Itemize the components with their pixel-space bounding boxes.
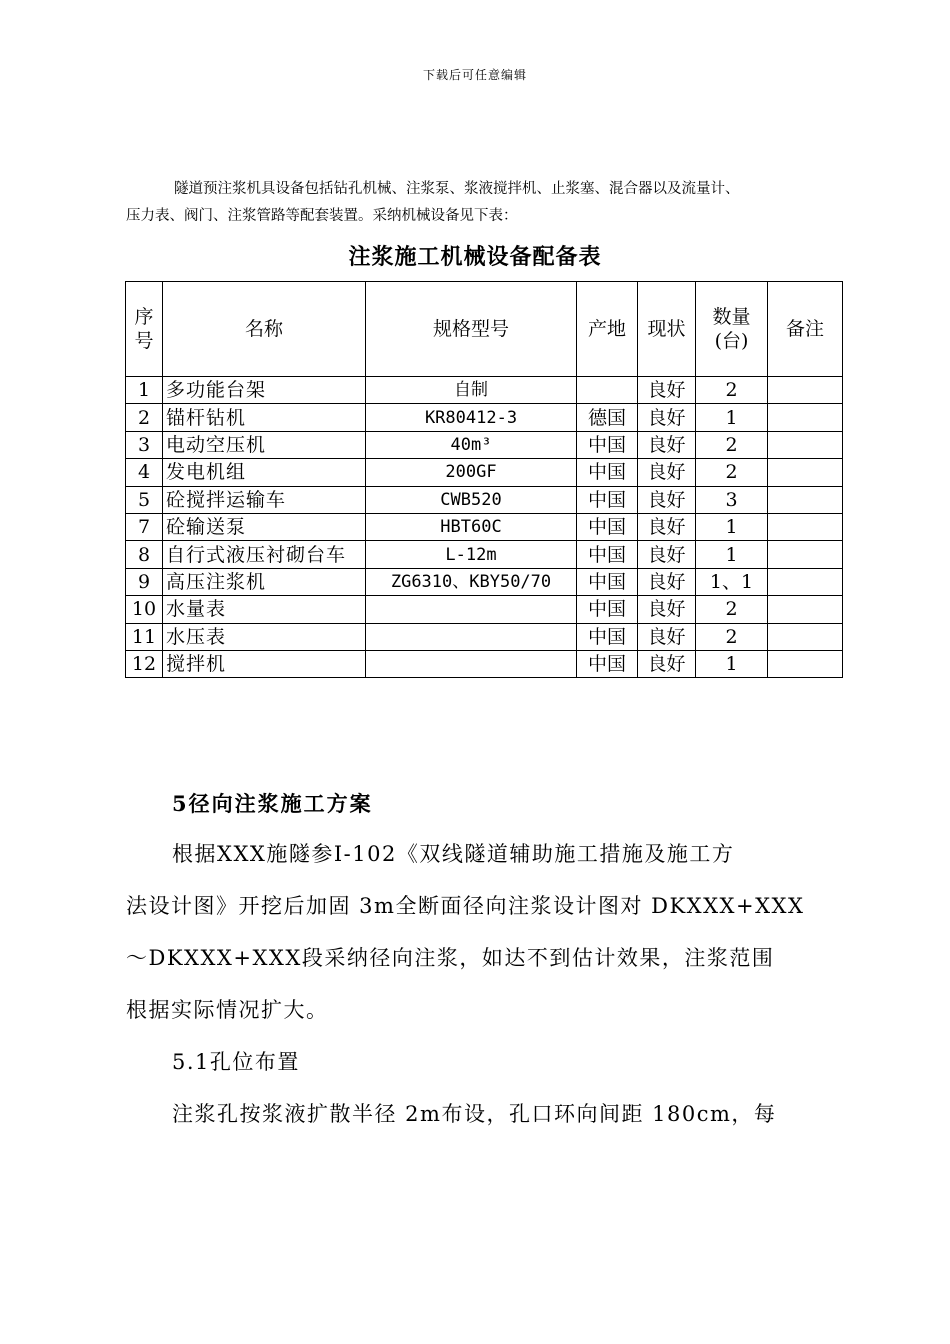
col-header-qty-line2: (台) xyxy=(714,330,749,352)
cell-status: 良好 xyxy=(638,377,696,404)
cell-remark xyxy=(768,568,843,595)
table-row xyxy=(126,431,843,458)
cell-origin: 德国 xyxy=(577,404,638,431)
cell-no: 11 xyxy=(126,623,163,650)
cell-qty: 1、1 xyxy=(696,568,768,595)
body-line: 根据XXX施隧参Ⅰ-102《双线隧道辅助施工措施及施工方 xyxy=(172,842,735,866)
cell-qty: 2 xyxy=(696,459,768,486)
cell-no: 2 xyxy=(126,404,163,431)
table-row xyxy=(126,541,843,568)
col-header-qty xyxy=(696,282,768,377)
col-header-qty-line1: 数量 xyxy=(712,306,751,328)
cell-qty: 3 xyxy=(696,486,768,513)
cell-remark xyxy=(768,404,843,431)
cell-spec xyxy=(366,596,577,623)
page-header: 下载后可任意编辑 xyxy=(422,68,527,82)
cell-remark xyxy=(768,541,843,568)
cell-remark xyxy=(768,650,843,677)
cell-spec: 自制 xyxy=(366,377,577,404)
cell-spec: HBT60C xyxy=(366,513,577,540)
cell-name: 水压表 xyxy=(163,623,366,650)
cell-name: 发电机组 xyxy=(163,459,366,486)
cell-origin: 中国 xyxy=(577,459,638,486)
cell-remark xyxy=(768,431,843,458)
cell-spec: 40m³ xyxy=(366,431,577,458)
cell-name: 锚杆钻机 xyxy=(163,404,366,431)
table-header-row xyxy=(126,282,843,377)
cell-spec: KR80412-3 xyxy=(366,404,577,431)
cell-name: 电动空压机 xyxy=(163,431,366,458)
cell-no: 8 xyxy=(126,541,163,568)
col-header-origin: 产地 xyxy=(577,282,638,377)
cell-qty: 2 xyxy=(696,377,768,404)
cell-origin: 中国 xyxy=(577,650,638,677)
intro-line: 压力表、阀门、注浆管路等配套装置。采纳机械设备见下表： xyxy=(126,208,518,224)
cell-qty: 2 xyxy=(696,596,768,623)
cell-name: 高压注浆机 xyxy=(163,568,366,595)
cell-no: 12 xyxy=(126,650,163,677)
table-row xyxy=(126,513,843,540)
cell-origin: 中国 xyxy=(577,568,638,595)
col-header-name: 名称 xyxy=(163,282,366,377)
table-row xyxy=(126,486,843,513)
cell-spec: ZG6310、KBY50/70 xyxy=(366,568,577,595)
cell-status: 良好 xyxy=(638,459,696,486)
subsection-title: 5.1孔位布置 xyxy=(172,1050,300,1074)
cell-remark xyxy=(768,513,843,540)
cell-origin: 中国 xyxy=(577,431,638,458)
table-row xyxy=(126,377,843,404)
section-title: 5径向注浆施工方案 xyxy=(172,791,373,816)
cell-remark xyxy=(768,623,843,650)
body-line: ～DKXXX+XXX段采纳径向注浆，如达不到估计效果，注浆范围 xyxy=(126,946,775,970)
cell-spec: 200GF xyxy=(366,459,577,486)
cell-name: 砼搅拌运输车 xyxy=(163,486,366,513)
table-title: 注浆施工机械设备配备表 xyxy=(348,244,602,270)
cell-status: 良好 xyxy=(638,486,696,513)
cell-status: 良好 xyxy=(638,513,696,540)
col-header-no-line2: 号 xyxy=(134,330,154,352)
col-header-no xyxy=(126,282,163,377)
cell-no: 4 xyxy=(126,459,163,486)
body-line: 注浆孔按浆液扩散半径 2m布设，孔口环向间距 180cm，每 xyxy=(172,1102,777,1126)
section-body xyxy=(126,828,836,1140)
cell-qty: 1 xyxy=(696,404,768,431)
cell-origin: 中国 xyxy=(577,623,638,650)
col-header-status: 现状 xyxy=(638,282,696,377)
col-header-remark: 备注 xyxy=(768,282,843,377)
cell-status: 良好 xyxy=(638,650,696,677)
cell-name: 水量表 xyxy=(163,596,366,623)
cell-qty: 1 xyxy=(696,541,768,568)
cell-no: 9 xyxy=(126,568,163,595)
table-row xyxy=(126,623,843,650)
cell-no: 7 xyxy=(126,513,163,540)
cell-status: 良好 xyxy=(638,541,696,568)
cell-origin xyxy=(577,377,638,404)
cell-spec xyxy=(366,623,577,650)
col-header-spec: 规格型号 xyxy=(366,282,577,377)
cell-remark xyxy=(768,596,843,623)
cell-status: 良好 xyxy=(638,596,696,623)
cell-name: 砼输送泵 xyxy=(163,513,366,540)
cell-origin: 中国 xyxy=(577,486,638,513)
cell-qty: 1 xyxy=(696,513,768,540)
cell-status: 良好 xyxy=(638,623,696,650)
cell-origin: 中国 xyxy=(577,513,638,540)
table-row xyxy=(126,568,843,595)
cell-spec xyxy=(366,650,577,677)
cell-status: 良好 xyxy=(638,431,696,458)
equipment-table xyxy=(125,281,843,678)
cell-remark xyxy=(768,459,843,486)
cell-qty: 2 xyxy=(696,431,768,458)
table-row xyxy=(126,596,843,623)
table-row xyxy=(126,650,843,677)
table-row xyxy=(126,404,843,431)
cell-status: 良好 xyxy=(638,568,696,595)
cell-qty: 1 xyxy=(696,650,768,677)
intro-line: 隧道预注浆机具设备包括钻孔机械、注浆泵、浆液搅拌机、止浆塞、混合器以及流量计、 xyxy=(174,181,740,197)
body-line: 法设计图》开挖后加固 3m全断面径向注浆设计图对 DKXXX+XXX xyxy=(126,894,805,918)
cell-origin: 中国 xyxy=(577,541,638,568)
cell-no: 3 xyxy=(126,431,163,458)
cell-name: 搅拌机 xyxy=(163,650,366,677)
table-row xyxy=(126,459,843,486)
body-line: 根据实际情况扩大。 xyxy=(126,998,329,1022)
cell-spec: L-12m xyxy=(366,541,577,568)
cell-qty: 2 xyxy=(696,623,768,650)
col-header-no-line1: 序 xyxy=(134,306,154,328)
cell-name: 自行式液压衬砌台车 xyxy=(163,541,366,568)
cell-name: 多功能台架 xyxy=(163,377,366,404)
cell-spec: CWB520 xyxy=(366,486,577,513)
cell-remark xyxy=(768,486,843,513)
intro-paragraph xyxy=(126,176,836,230)
cell-no: 10 xyxy=(126,596,163,623)
cell-remark xyxy=(768,377,843,404)
cell-no: 5 xyxy=(126,486,163,513)
cell-status: 良好 xyxy=(638,404,696,431)
cell-origin: 中国 xyxy=(577,596,638,623)
cell-no: 1 xyxy=(126,377,163,404)
